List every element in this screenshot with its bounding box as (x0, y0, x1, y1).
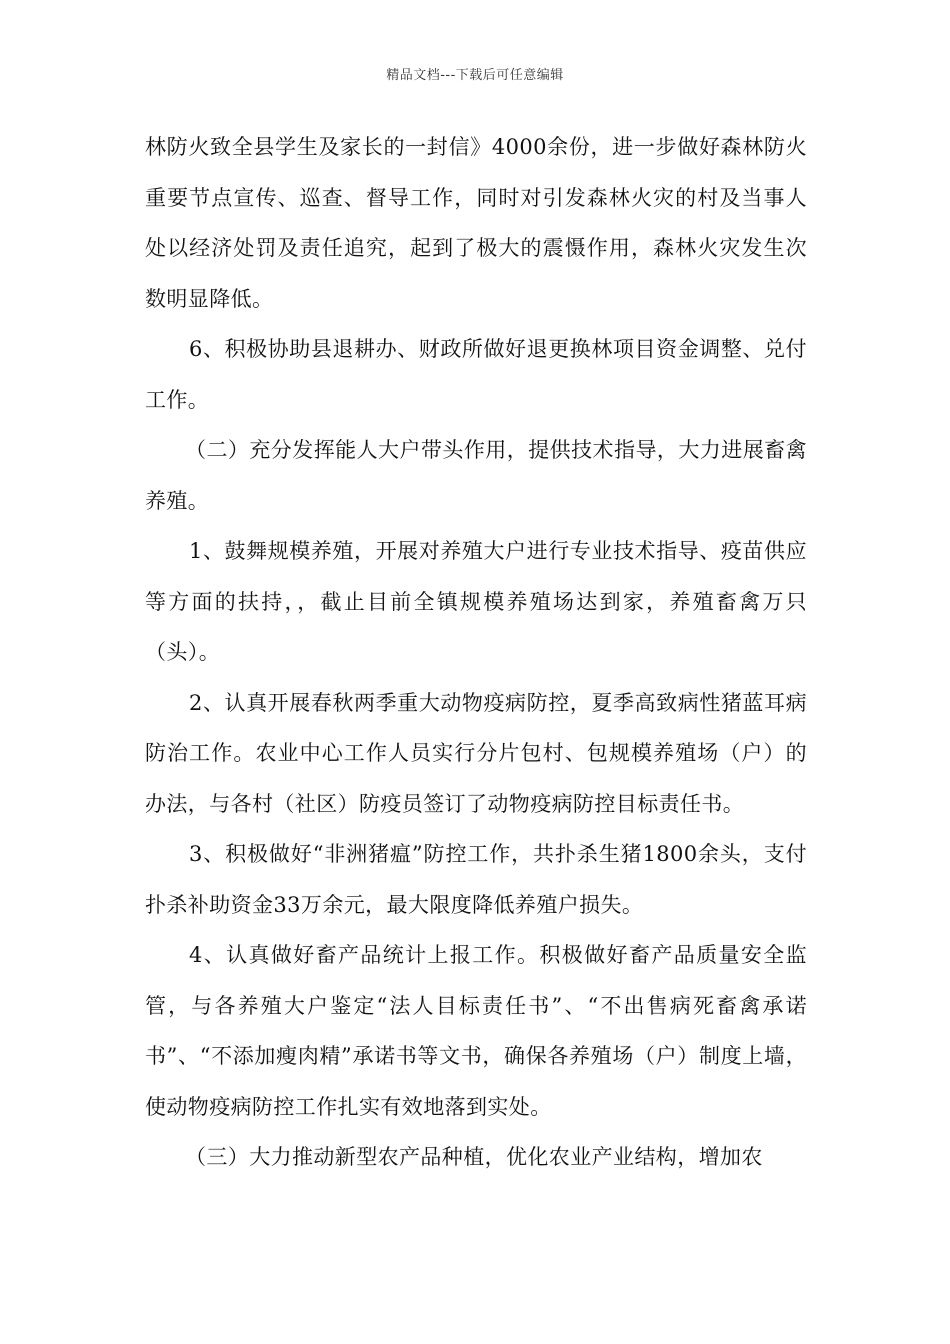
page-header: 精品文档---下载后可任意编辑 (386, 68, 564, 83)
section-heading-2: （二）充分发挥能人大户带头作用，提供技术指导，大力进展畜禽养殖。 (145, 438, 807, 513)
paragraph-item-4: 4、认真做好畜产品统计上报工作。积极做好畜产品质量安全监管，与各养殖大户鉴定“法人目标责任书”、“不出售病死畜禽承诺书”、“不添加瘦肉精”承诺书等文书，确保各养殖场（户）制度上墙，使动物疫病防控工作扎实有效地落到实处。 (145, 943, 807, 1119)
paragraph-item-3: 3、积极做好“非洲猪瘟”防控工作，共扑杀生猪1800余头，支付扑杀补助资金33万余元，最大限度降低养殖户损失。 (145, 842, 807, 917)
paragraph-item-1: 1、鼓舞规模养殖，开展对养殖大户进行专业技术指导、疫苗供应等方面的扶持，，截止目前全镇规模养殖场达到家，养殖畜禽万只（头）。 (145, 539, 807, 664)
paragraph-item-6: 6、积极协助县退耕办、财政所做好退更换林项目资金调整、兑付工作。 (145, 337, 807, 412)
document-body (145, 122, 807, 1183)
section-heading-3: （三）大力推动新型农产品种植，优化农业产业结构，增加农 (185, 1145, 763, 1169)
paragraph-item-2: 2、认真开展春秋两季重大动物疫病防控，夏季高致病性猪蓝耳病防治工作。农业中心工作人员实行分片包村、包规模养殖场（户）的办法，与各村（社区）防疫员签订了动物疫病防控目标责任书。 (145, 690, 807, 816)
paragraph-continuation: 林防火致全县学生及家长的一封信》4000余份，进一步做好森林防火重要节点宣传、巡查、督导工作，同时对引发森林火灾的村及当事人处以经济处罚及责任追究，起到了极大的震慑作用，森林火灾发生次数明显降低。 (145, 135, 807, 311)
